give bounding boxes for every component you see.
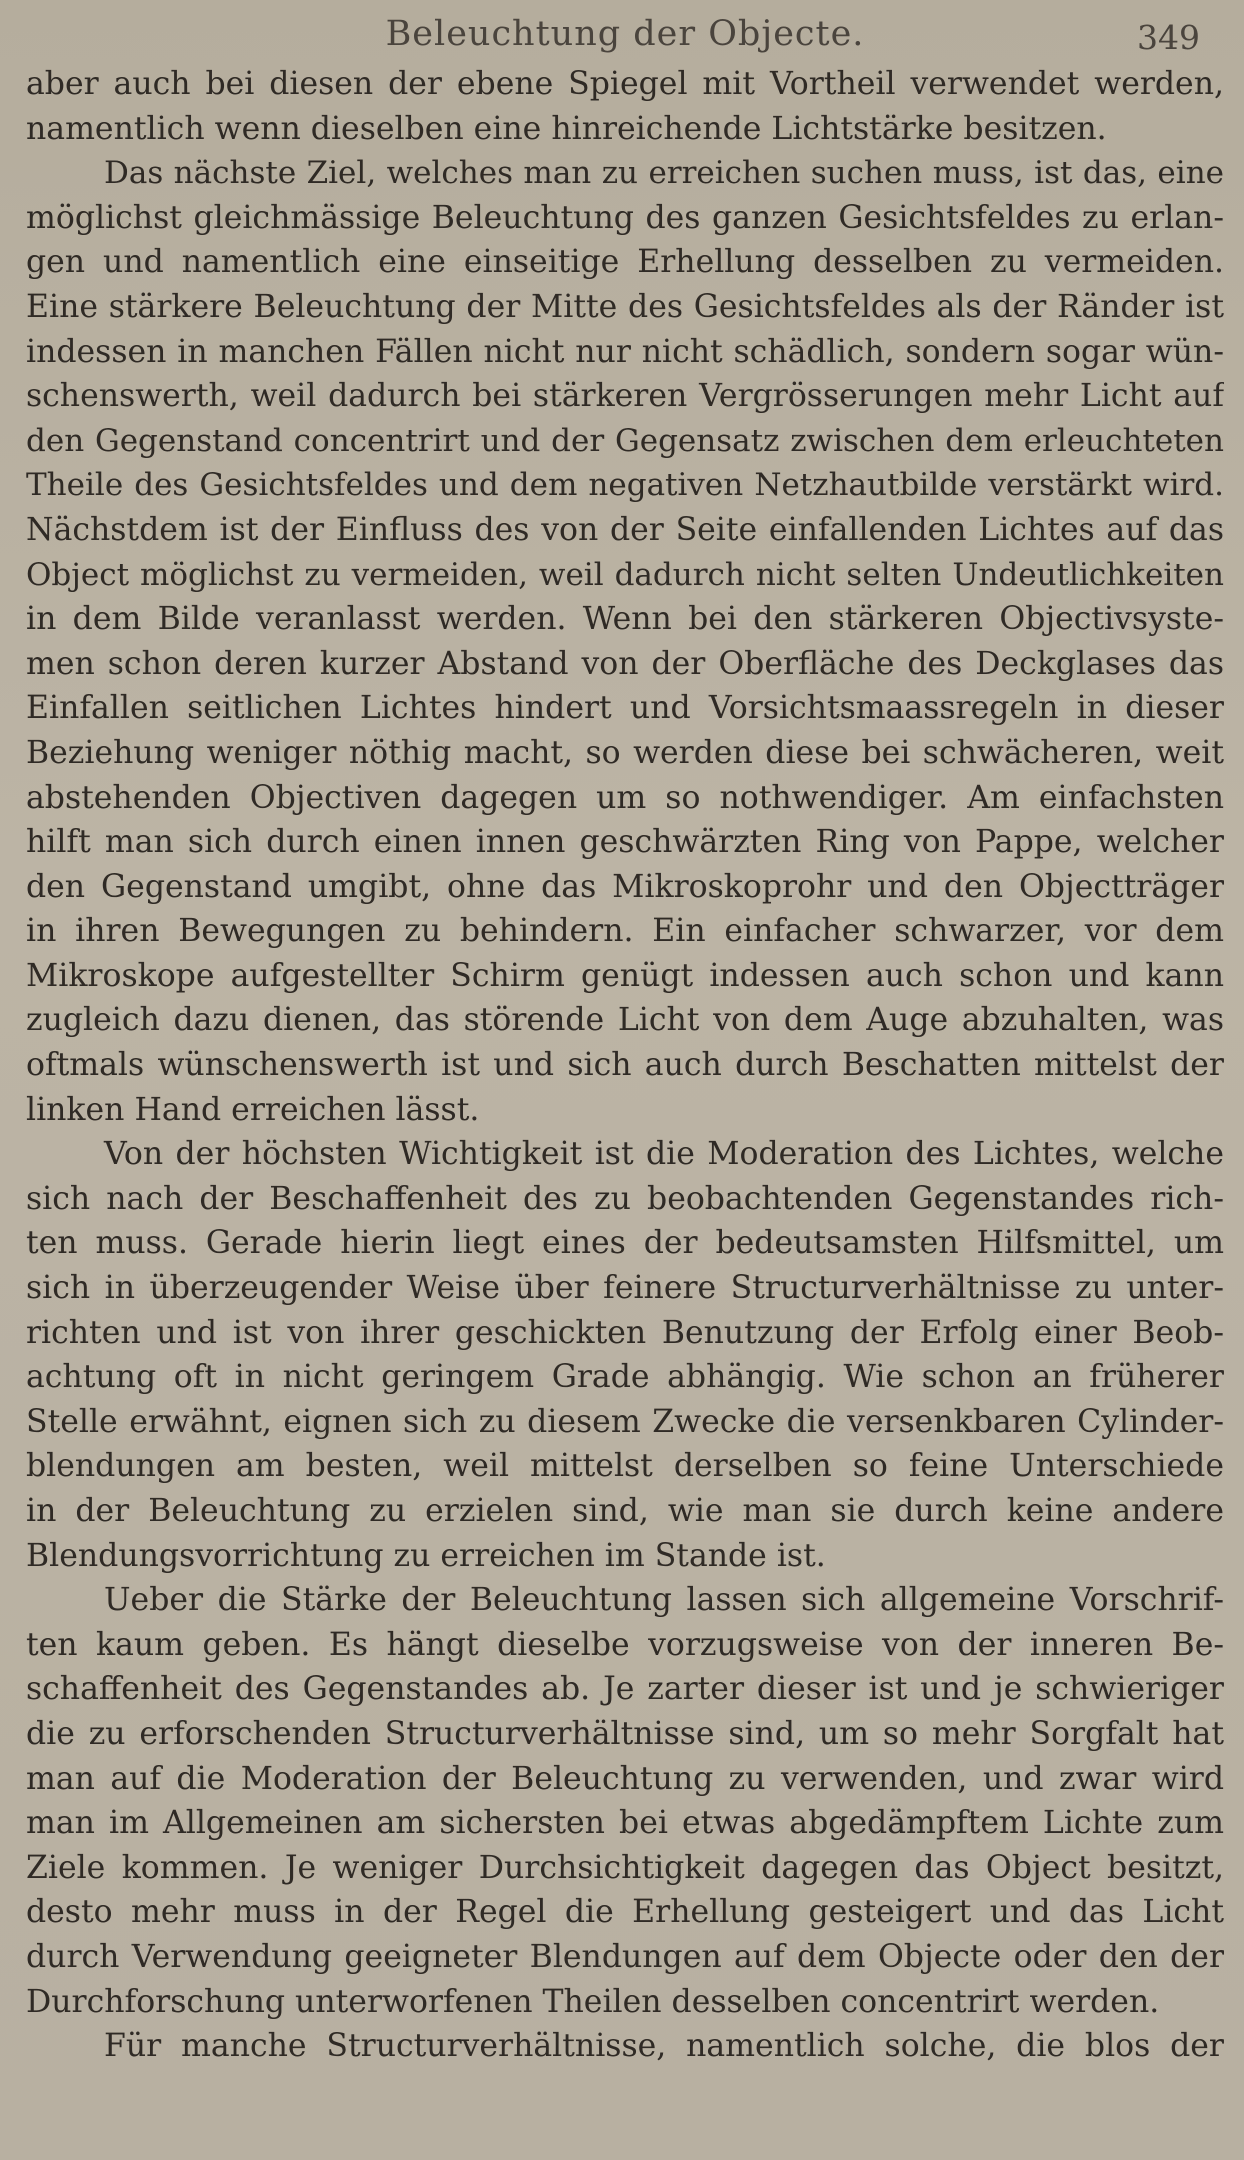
- text-line: den Gegenstand umgibt, ohne das Mikroskoprohr und den Objectträger: [26, 868, 1224, 905]
- text-line: Für manche Structurverhältnisse, namentlich solche, die blos der: [104, 2028, 1224, 2065]
- running-title: Beleuchtung der Objecte.: [385, 14, 865, 54]
- text-line: Einfallen seitlichen Lichtes hindert und Vorsichtsmaassregeln in dieser: [26, 690, 1224, 727]
- text-line: ten kaum geben. Es hängt dieselbe vorzugsweise von der inneren Be-: [26, 1626, 1224, 1663]
- text-line: blendungen am besten, weil mittelst derselben so feine Unterschiede: [26, 1448, 1224, 1485]
- text-line: Blendungsvorrichtung zu erreichen im Stande ist.: [26, 1537, 826, 1574]
- text-line: schenswerth, weil dadurch bei stärkeren Vergrösserungen mehr Licht auf: [26, 378, 1224, 415]
- text-line: sich nach der Beschaffenheit des zu beobachtenden Gegenstandes rich-: [26, 1180, 1224, 1217]
- text-line: richten und ist von ihrer geschickten Benutzung der Erfolg einer Beob-: [26, 1314, 1224, 1351]
- text-line: hilft man sich durch einen innen geschwärzten Ring von Pappe, welcher: [26, 824, 1224, 861]
- text-line: in der Beleuchtung zu erzielen sind, wie man sie durch keine andere: [26, 1493, 1224, 1529]
- text-line: Ziele kommen. Je weniger Durchsichtigkeit dagegen das Object besitzt,: [26, 1849, 1224, 1886]
- text-line: desto mehr muss in der Regel die Erhellung gesteigert und das Licht: [26, 1894, 1224, 1931]
- text-line: linken Hand erreichen lässt.: [26, 1091, 480, 1128]
- text-line: Mikroskope aufgestellter Schirm genügt indessen auch schon und kann: [26, 957, 1224, 994]
- text-line: abstehenden Objectiven dagegen um so nothwendiger. Am einfachsten: [26, 779, 1224, 816]
- text-line: die zu erforschenden Structurverhältnisse sind, um so mehr Sorgfalt hat: [26, 1715, 1224, 1752]
- text-line: durch Verwendung geeigneter Blendungen auf dem Objecte oder den der: [26, 1938, 1224, 1975]
- text-line: Das nächste Ziel, welches man zu erreichen suchen muss, ist das, eine: [104, 155, 1224, 192]
- text-line: möglichst gleichmässige Beleuchtung des ganzen Gesichtsfeldes zu erlan-: [26, 199, 1224, 236]
- text-line: aber auch bei diesen der ebene Spiegel mit Vortheil verwendet werden,: [26, 66, 1224, 102]
- text-line: namentlich wenn dieselben eine hinreichende Lichtstärke besitzen.: [26, 110, 1107, 147]
- text-line: schaffenheit des Gegenstandes ab. Je zarter dieser ist und je schwieriger: [26, 1671, 1224, 1708]
- text-line: Beziehung weniger nöthig macht, so werden diese bei schwächeren, weit: [26, 734, 1224, 771]
- text-line: in dem Bilde veranlasst werden. Wenn bei den stärkeren Objectivsyste-: [26, 601, 1224, 638]
- text-line: zugleich dazu dienen, das störende Licht von dem Auge abzuhalten, was: [26, 1002, 1224, 1039]
- text-line: men schon deren kurzer Abstand von der Oberfläche des Deckglases das: [26, 645, 1224, 682]
- text-line: Stelle erwähnt, eignen sich zu diesem Zwecke die versenkbaren Cylinder-: [26, 1403, 1224, 1440]
- text-line: sich in überzeugender Weise über feinere Structurverhältnisse zu unter-: [26, 1270, 1224, 1307]
- text-line: den Gegenstand concentrirt und der Gegensatz zwischen dem erleuchteten: [26, 422, 1224, 459]
- text-line: achtung oft in nicht geringem Grade abhängig. Wie schon an früherer: [26, 1359, 1224, 1396]
- text-line: man auf die Moderation der Beleuchtung zu verwenden, und zwar wird: [26, 1760, 1224, 1797]
- text-line: Von der höchsten Wichtigkeit ist die Moderation des Lichtes, welche: [104, 1136, 1224, 1173]
- text-line: oftmals wünschenswerth ist und sich auch durch Beschatten mittelst der: [26, 1047, 1224, 1084]
- text-line: Eine stärkere Beleuchtung der Mitte des Gesichtsfeldes als der Ränder ist: [26, 288, 1224, 325]
- page-header: [26, 0, 1224, 62]
- text-line: gen und namentlich eine einseitige Erhellung desselben zu vermeiden.: [26, 244, 1224, 281]
- text-line: in ihren Bewegungen zu behindern. Ein einfacher schwarzer, vor dem: [26, 913, 1224, 950]
- text-line: ten muss. Gerade hierin liegt eines der bedeutsamsten Hilfsmittel, um: [26, 1225, 1224, 1262]
- text-line: Theile des Gesichtsfeldes und dem negativen Netzhautbilde verstärkt wird.: [26, 467, 1224, 504]
- text-line: Durchforschung unterworfenen Theilen desselben concentrirt werden.: [26, 1983, 1160, 2020]
- text-line: Nächstdem ist der Einfluss des von der Seite einfallenden Lichtes auf das: [26, 511, 1224, 548]
- page-number: 349: [1137, 18, 1200, 57]
- text-line: indessen in manchen Fällen nicht nur nicht schädlich, sondern sogar wün-: [26, 333, 1224, 370]
- text-line: Object möglichst zu vermeiden, weil dadurch nicht selten Undeutlichkeiten: [26, 556, 1224, 593]
- body-text: [26, 62, 1224, 2069]
- text-line: man im Allgemeinen am sichersten bei etwas abgedämpftem Lichte zum: [26, 1805, 1224, 1842]
- text-line: Ueber die Stärke der Beleuchtung lassen sich allgemeine Vorschrif-: [104, 1582, 1224, 1619]
